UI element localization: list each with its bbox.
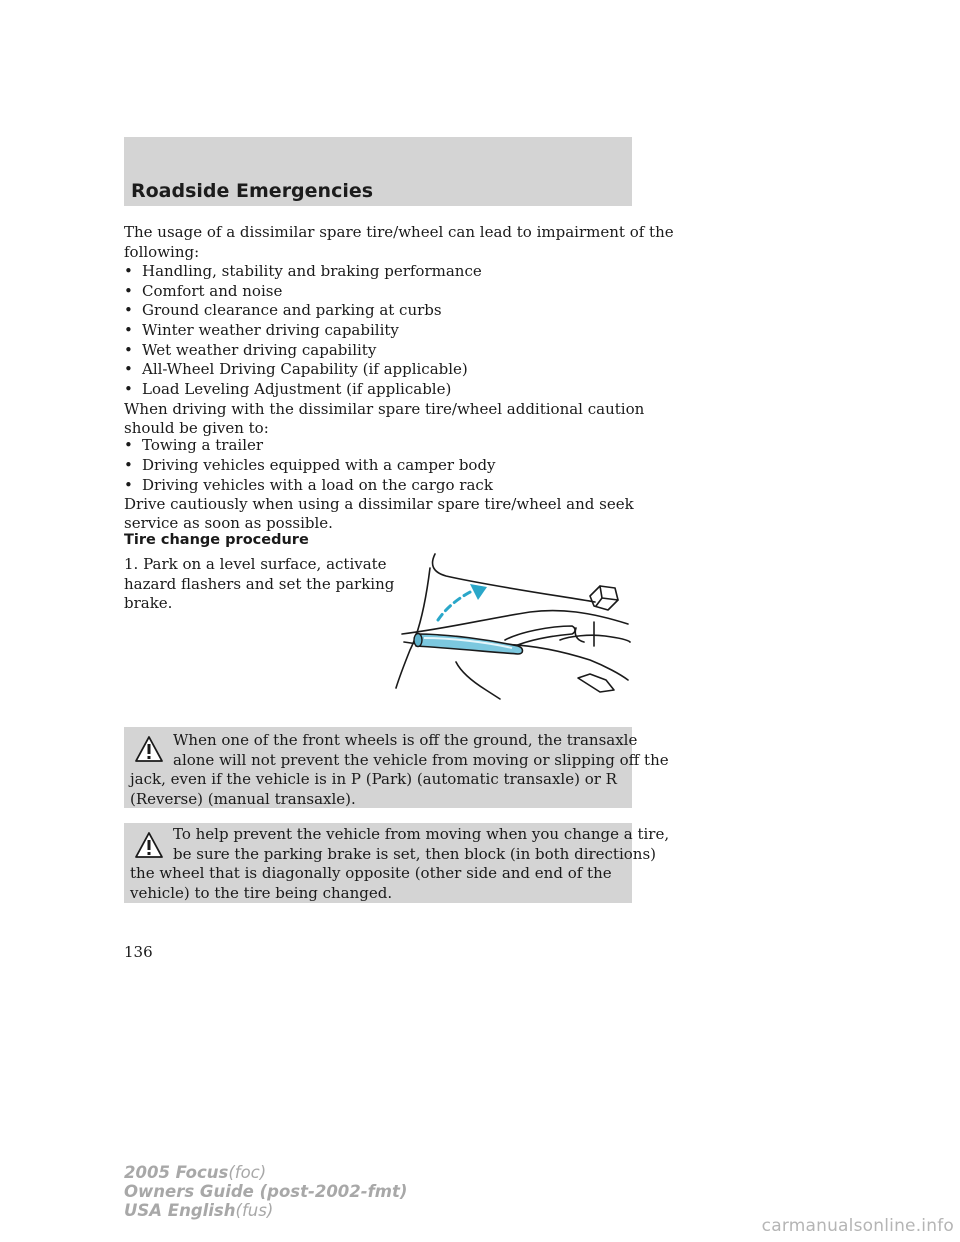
warning-box	[124, 727, 669, 808]
list-item: • Driving vehicles with a load on the cargo rack	[124, 475, 493, 494]
intro-line-2: following:	[124, 242, 200, 261]
warning-line: To help prevent the vehicle from moving when you change a tire,	[173, 825, 670, 843]
step-1-line-3: brake.	[124, 594, 173, 612]
drive-line-1: Drive cautiously when using a dissimilar spare tire/wheel and seek	[124, 494, 634, 513]
warning-triangle-icon	[134, 735, 164, 763]
list-item: • Load Leveling Adjustment (if applicable)	[124, 380, 452, 398]
document-footer	[124, 1163, 407, 1220]
caution-line-1: When driving with the dissimilar spare tire/wheel additional caution	[124, 399, 645, 418]
footer-line-1: 2005 Focus(foc)	[124, 1163, 267, 1182]
intro-line-1: The usage of a dissimilar spare tire/wheel can lead to impairment of the	[124, 223, 674, 241]
warning-line: be sure the parking brake is set, then block (in both directions)	[173, 844, 657, 863]
warning-line: alone will not prevent the vehicle from moving or slipping off the	[173, 750, 669, 769]
step-1-line-1: 1. Park on a level surface, activate	[124, 555, 387, 573]
list-item: • All-Wheel Driving Capability (if applicable)	[124, 360, 468, 378]
warning-line: When one of the front wheels is off the ground, the transaxle	[173, 731, 638, 749]
section-header	[124, 137, 632, 206]
warning-line: (Reverse) (manual transaxle).	[130, 789, 356, 808]
procedure-heading: Tire change procedure	[124, 532, 309, 548]
warning-line: vehicle) to the tire being changed.	[130, 883, 393, 902]
list-item: • Towing a trailer	[124, 436, 264, 454]
drive-line-2: service as soon as possible.	[124, 513, 333, 532]
warning-line: the wheel that is diagonally opposite (other side and end of the	[130, 864, 612, 882]
caution-line-2: should be given to:	[124, 419, 269, 437]
list-item: • Ground clearance and parking at curbs	[124, 301, 442, 319]
warning-box	[124, 823, 670, 903]
page-number: 136	[124, 943, 153, 961]
list-item: • Wet weather driving capability	[124, 340, 377, 359]
warning-triangle-icon	[134, 831, 164, 859]
list-item: • Driving vehicles equipped with a camper body	[124, 456, 496, 474]
step-1-line-2: hazard flashers and set the parking	[124, 574, 395, 593]
watermark: carmanualsonline.info	[761, 1216, 954, 1236]
list-item: • Handling, stability and braking performance	[124, 262, 482, 280]
list-item: • Winter weather driving capability	[124, 321, 399, 339]
parking-brake-illustration	[390, 550, 632, 700]
footer-line-3: USA English(fus)	[124, 1201, 274, 1220]
warning-line: jack, even if the vehicle is in P (Park) (automatic transaxle) or R	[130, 770, 617, 788]
section-title: Roadside Emergencies	[131, 180, 374, 202]
footer-line-2: Owners Guide (post-2002-fmt)	[124, 1182, 408, 1201]
list-item: • Comfort and noise	[124, 281, 283, 300]
